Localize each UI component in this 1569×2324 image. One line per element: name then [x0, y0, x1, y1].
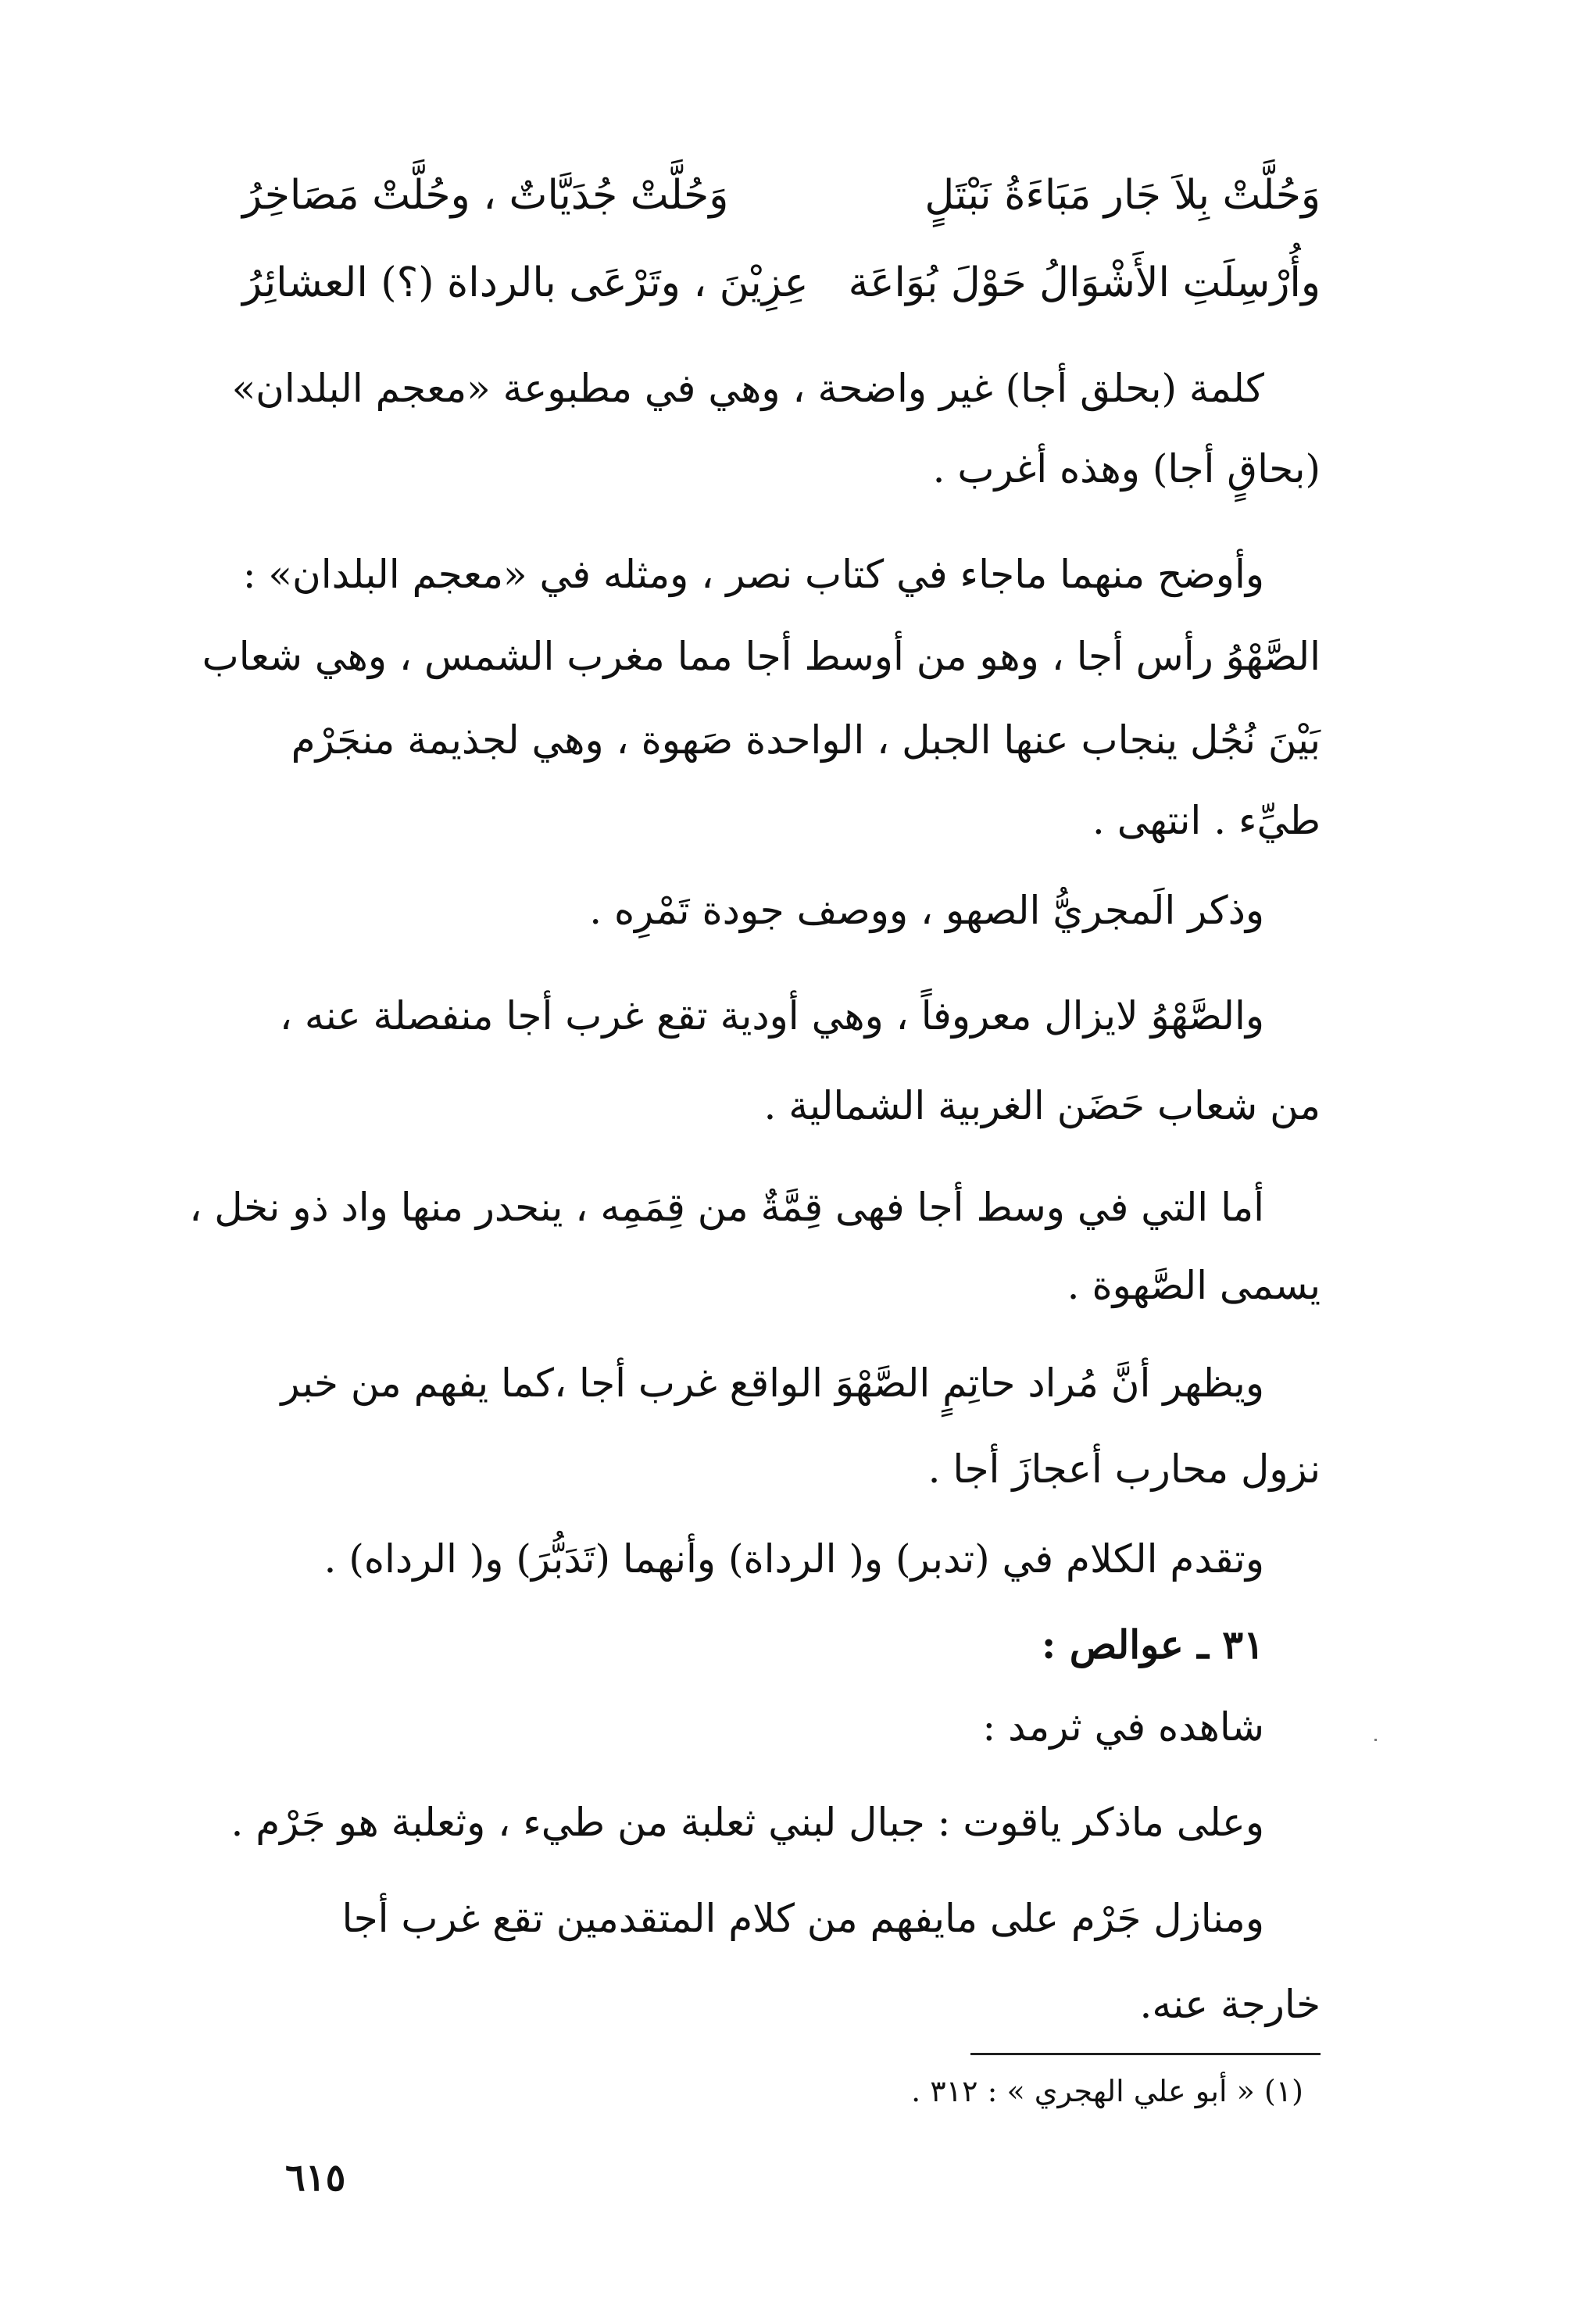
- text-line: والصَّهْوُ لايزال معروفاً ، وهي أودية تقع غرب أجا منفصلة عنه ،: [279, 993, 1264, 1039]
- text-line: (بحاقٍ أجا) وهذه أغرب .: [932, 446, 1321, 492]
- text-line: من شعاب حَضَن الغربية الشمالية .: [763, 1083, 1321, 1128]
- text-line: ومنازل جَرْم على مايفهم من كلام المتقدمين تقع غرب أجا: [341, 1896, 1264, 1941]
- verse-second-hemistich: وَحُلَّتْ جُدَيَّاتٌ ، وحُلَّتْ مَصَاخِرُ: [242, 172, 729, 219]
- text-line: خارجة عنه.: [1139, 1982, 1321, 2027]
- text-line: يسمى الصَّهوة .: [1067, 1263, 1321, 1308]
- verse-line: [242, 252, 1321, 314]
- text-line: وأوضح منهما ماجاء في كتاب نصر ، ومثله في «معجم البلدان» :: [242, 552, 1264, 597]
- text-line: ويظهر أنَّ مُراد حاتِمٍ الصَّهْوَ الواقع غرب أجا ،كما يفهم من خبر: [281, 1360, 1264, 1406]
- verse-first-hemistich: وأُرْسِلَتِ الأَشْوَالُ حَوْلَ بُوَاعَة: [848, 259, 1321, 306]
- verse-first-hemistich: وَحُلَّتْ بِلاَ جَار مَبَاءَةُ نَبْتَلٍ: [924, 172, 1321, 219]
- verse-second-hemistich: عِزِيْنَ ، وتَرْعَى بالرداة (؟) العشائِرُ: [242, 259, 809, 306]
- text-line: وعلى ماذكر ياقوت : جبال لبني ثعلبة من طيء ، وثعلبة هو جَرْم .: [231, 1800, 1264, 1845]
- footnote: (١) « أبو علي الهجري » : ٣١٢ .: [911, 2074, 1303, 2108]
- text-line: الصَّهْوُ رأس أجا ، وهو من أوسط أجا مما مغرب الشمس ، وهي شعاب: [202, 634, 1321, 679]
- text-line: أما التي في وسط أجا فهى قِمَّةٌ من قِمَمِه ، ينحدر منها واد ذو نخل ،: [189, 1185, 1264, 1230]
- verse-line: [242, 164, 1321, 227]
- text-line: طيِّء . انتهى .: [1092, 798, 1321, 843]
- section-heading: ٣١ ـ عوالص :: [1041, 1621, 1264, 1668]
- footnote-divider: [970, 2053, 1321, 2055]
- text-line: بَيْنَ نُجُل ينجاب عنها الجبل ، الواحدة صَهوة ، وهي لجذيمة منجَرْم: [291, 717, 1321, 763]
- text-line: وتقدم الكلام في (تدبر) و( الرداة) وأنهما (تَدَبُّرَ) و( الرداه) .: [323, 1536, 1264, 1582]
- text-line: كلمة (بحلق أجا) غير واضحة ، وهي في مطبوعة «معجم البلدان»: [231, 366, 1264, 411]
- page-number: ٦١٥: [285, 2156, 346, 2200]
- text-line: نزول محارب أعجازَ أجا .: [927, 1446, 1321, 1492]
- text-line: شاهده في ثرمد :: [982, 1704, 1264, 1750]
- scan-speck: [1374, 1739, 1377, 1741]
- text-line: وذكر الَمجريُّ الصهو ، ووصف جودة تَمْرِه .: [589, 888, 1264, 933]
